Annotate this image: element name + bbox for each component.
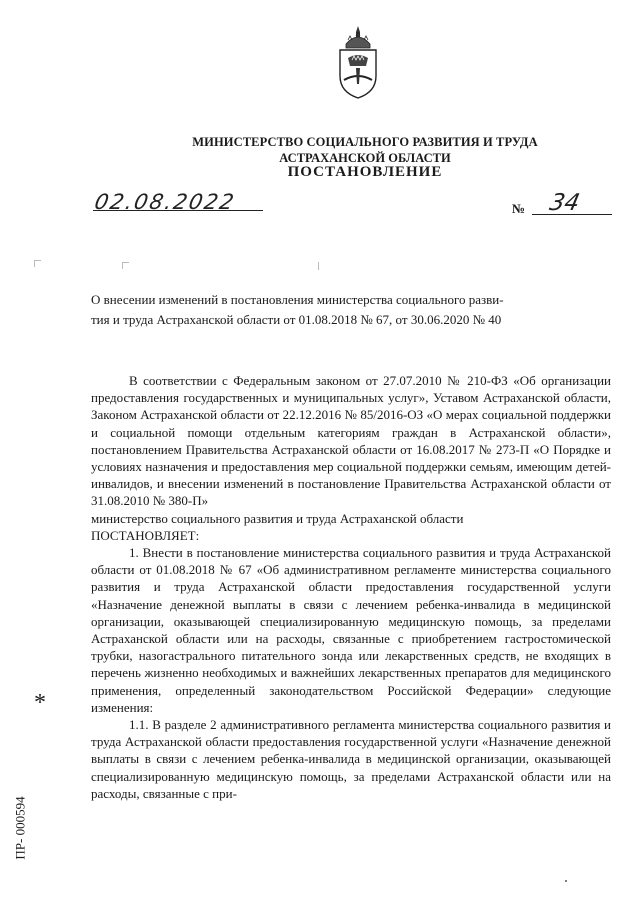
preamble-paragraph: В соответствии с Федеральным законом от 27.07.2010 № 210-ФЗ «Об организации предоставления государственных и муниципальных услуг», Уставом Астраханской области, Законом Астраханской области от 22.12.2016 № 85/2016-ОЗ «О мерах социальной поддержки и социальной помощи отдельным категориям граждан в Астраханской области», постановлением Правительства Астраханской области от 16.08.2017 № 273-П «О Порядке и условиях назначения и предоставления мер социальной поддержки семьям, имеющим детей-инвалидов, и внесении изменений в постановление Правительства Астраханской области от 31.08.2010 № 380-П» — [91, 373, 611, 509]
scan-dot — [565, 880, 567, 882]
document-type-title: ПОСТАНОВЛЕНИЕ — [287, 164, 443, 180]
subject-line: О внесении изменений в постановления министерства социального разви- — [91, 292, 504, 307]
document-subject — [91, 290, 611, 330]
coat-of-arms-emblem — [326, 22, 390, 102]
ministry-name-line2: АСТРАХАНСКОЙ ОБЛАСТИ — [279, 151, 451, 165]
margin-code-text: ПР- 000594 — [12, 796, 28, 860]
document-number: 34 — [547, 190, 583, 216]
ministry-name-line1: МИНИСТЕРСТВО СОЦИАЛЬНОГО РАЗВИТИЯ И ТРУДА — [192, 135, 538, 149]
margin-code — [12, 790, 54, 860]
number-underline — [532, 214, 612, 215]
margin-star: * — [34, 690, 46, 716]
corner-mark — [312, 262, 319, 270]
corner-mark — [34, 260, 41, 267]
subject-line: тия и труда Астраханской области от 01.08.2018 № 67, от 30.06.2020 № 40 — [91, 312, 502, 327]
date-underline — [93, 210, 263, 211]
number-label: № — [512, 201, 526, 216]
ministry-line: министерство социального развития и труда Астраханской области — [91, 510, 464, 526]
item-1-1-paragraph: 1.1. В разделе 2 административного регламента министерства социального развития и труда Астраханской области предоставления государственной услуги «Назначение денежной выплаты в связи с лечением ребенка-инвалида в медицинской организации, оказывающей специализированную медицинскую помощь, за пределами Астраханской области или на расходы, связанные с при- — [91, 717, 611, 801]
document-date: 02.08.2022 — [92, 190, 238, 214]
document-body — [91, 372, 611, 802]
corner-mark — [122, 262, 129, 269]
decrees-heading: ПОСТАНОВЛЯЕТ: — [91, 527, 200, 543]
item-1-paragraph: 1. Внести в постановление министерства социального развития и труда Астраханской области от 01.08.2018 № 67 «Об административном регламенте министерства социального развития и труда Астраханской области предоставления государственной услуги «Назначение денежной выплаты в связи с лечением ребенка-инвалида в медицинской организации, оказывающей специализированную медицинскую помощь, за пределами Астраханской области или на расходы, связанные с приобретением гастростомической трубки, назогастрального питательного зонда или лекарственных средств, не входящих в перечень жизненно необходимых и важнейших лекарственных препаратов для медицинского применения, определенный законодательством Российской Федерации» следующие изменения: — [91, 545, 611, 715]
